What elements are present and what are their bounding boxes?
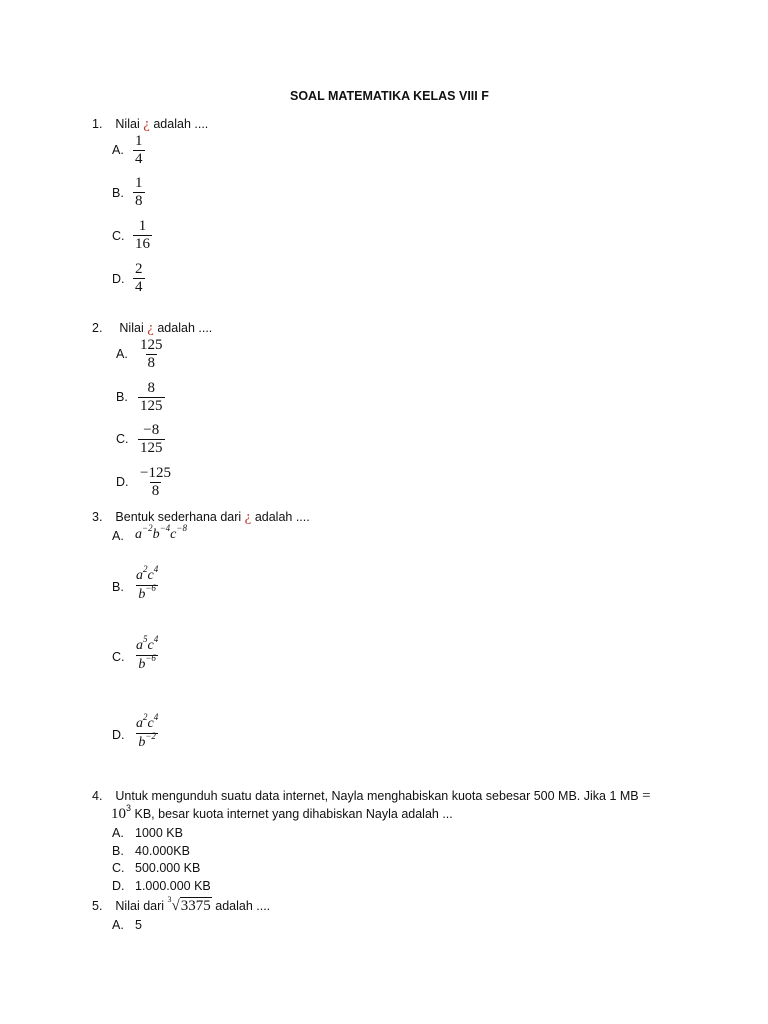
exponent: −4 bbox=[159, 523, 171, 533]
option-text: 1.000.000 KB bbox=[135, 879, 211, 893]
question-text-continued: KB, besar kuota internet yang dihabiskan Nayla adalah ... bbox=[134, 807, 453, 821]
question-1 bbox=[92, 116, 208, 133]
option-label: C. bbox=[112, 229, 125, 243]
question-number: 1. bbox=[92, 117, 103, 131]
fraction-numerator: 125 bbox=[140, 337, 163, 353]
option-fraction bbox=[133, 133, 145, 168]
fraction-denominator: $b^{-6}$ bbox=[138, 653, 156, 672]
option-text: 500.000 KB bbox=[135, 861, 201, 875]
variable: c bbox=[170, 527, 177, 542]
option-label: A. bbox=[116, 347, 128, 361]
option-label: B. bbox=[116, 390, 128, 404]
fraction-numerator: 8 bbox=[147, 380, 155, 396]
option-text: 5 bbox=[135, 918, 142, 932]
option-fraction bbox=[138, 465, 173, 500]
question-text: Nilai bbox=[115, 117, 140, 131]
variable: a bbox=[135, 527, 142, 542]
question-text: Untuk mengunduh suatu data internet, Nayla menghabiskan kuota sebesar 500 MB. Jika 1 MB bbox=[115, 789, 639, 803]
fraction-denominator: 8 bbox=[135, 193, 143, 209]
option-fraction bbox=[138, 380, 165, 415]
option-label: B. bbox=[112, 580, 124, 594]
variable: b bbox=[152, 527, 160, 542]
question-4-line-2 bbox=[111, 803, 453, 823]
option-label: A. bbox=[112, 826, 124, 840]
option-label: D. bbox=[112, 879, 125, 893]
fraction-numerator: 1 bbox=[135, 133, 143, 149]
fraction-denominator: 8 bbox=[147, 355, 155, 371]
question-text-suffix: adalah .... bbox=[157, 321, 213, 335]
option-label: B. bbox=[112, 186, 124, 200]
option-label: A. bbox=[112, 529, 124, 543]
option-label: A. bbox=[112, 918, 124, 932]
question-text-suffix: adalah .... bbox=[153, 117, 209, 131]
fraction-numerator: $a^5c^4$ bbox=[136, 634, 159, 653]
fraction-numerator: $a^2c^4$ bbox=[136, 564, 159, 583]
option-fraction bbox=[134, 634, 160, 674]
option-fraction bbox=[133, 261, 145, 296]
question-text: Bentuk sederhana dari bbox=[115, 510, 242, 524]
missing-formula-glyph: ¿ bbox=[143, 116, 150, 132]
option-text: 40.000KB bbox=[135, 844, 190, 858]
question-text: Nilai bbox=[119, 321, 144, 335]
question-text-suffix: adalah .... bbox=[215, 899, 271, 913]
option-expression bbox=[135, 523, 187, 543]
question-2 bbox=[92, 320, 212, 337]
exponent: −2 bbox=[142, 523, 153, 533]
fraction-denominator: $b^{-6}$ bbox=[138, 583, 156, 602]
fraction-numerator: 1 bbox=[138, 218, 147, 234]
page-title: SOAL MATEMATIKA KELAS VIII F bbox=[290, 89, 489, 103]
question-5 bbox=[92, 895, 271, 915]
power-base: 10 bbox=[111, 806, 126, 822]
fraction-numerator: $a^2c^4$ bbox=[136, 712, 159, 731]
option-label: B. bbox=[112, 844, 124, 858]
question-number: 2. bbox=[92, 321, 103, 335]
option-label: C. bbox=[116, 432, 129, 446]
option-label: A. bbox=[112, 143, 124, 157]
option-label: D. bbox=[112, 272, 125, 286]
question-3 bbox=[92, 509, 310, 526]
option-fraction bbox=[138, 337, 165, 372]
fraction-numerator: −8 bbox=[143, 422, 160, 438]
exponent: −8 bbox=[176, 523, 187, 533]
fraction-denominator: $b^{-2}$ bbox=[138, 731, 156, 750]
fraction-denominator: 16 bbox=[135, 236, 150, 252]
question-text: Nilai dari bbox=[115, 899, 165, 913]
cube-root-expression: $^3$√3375 bbox=[167, 895, 211, 914]
question-text-suffix: adalah .... bbox=[254, 510, 310, 524]
question-number: 5. bbox=[92, 899, 103, 913]
option-label: C. bbox=[112, 650, 125, 664]
question-number: 3. bbox=[92, 510, 103, 524]
fraction-denominator: 4 bbox=[135, 279, 143, 295]
fraction-numerator: 1 bbox=[135, 175, 143, 191]
option-fraction bbox=[134, 564, 160, 604]
option-label: D. bbox=[116, 475, 129, 489]
missing-formula-glyph: ¿ bbox=[244, 509, 252, 525]
fraction-numerator: −125 bbox=[140, 465, 171, 481]
option-fraction bbox=[138, 422, 165, 457]
option-text: 1000 KB bbox=[135, 826, 183, 840]
missing-formula-glyph: ¿ bbox=[147, 320, 154, 336]
question-4 bbox=[92, 788, 651, 805]
fraction-numerator: 2 bbox=[135, 261, 143, 277]
question-number: 4. bbox=[92, 789, 103, 803]
equals-sign: = bbox=[642, 788, 651, 804]
option-label: D. bbox=[112, 728, 125, 742]
fraction-denominator: 4 bbox=[135, 151, 143, 167]
option-fraction bbox=[133, 218, 152, 253]
fraction-denominator: 125 bbox=[140, 440, 163, 456]
option-fraction bbox=[133, 175, 145, 210]
power-exponent: 3 bbox=[126, 803, 132, 813]
fraction-denominator: 8 bbox=[151, 483, 160, 499]
option-fraction bbox=[134, 712, 160, 752]
fraction-denominator: 125 bbox=[140, 398, 163, 414]
option-label: C. bbox=[112, 861, 125, 875]
